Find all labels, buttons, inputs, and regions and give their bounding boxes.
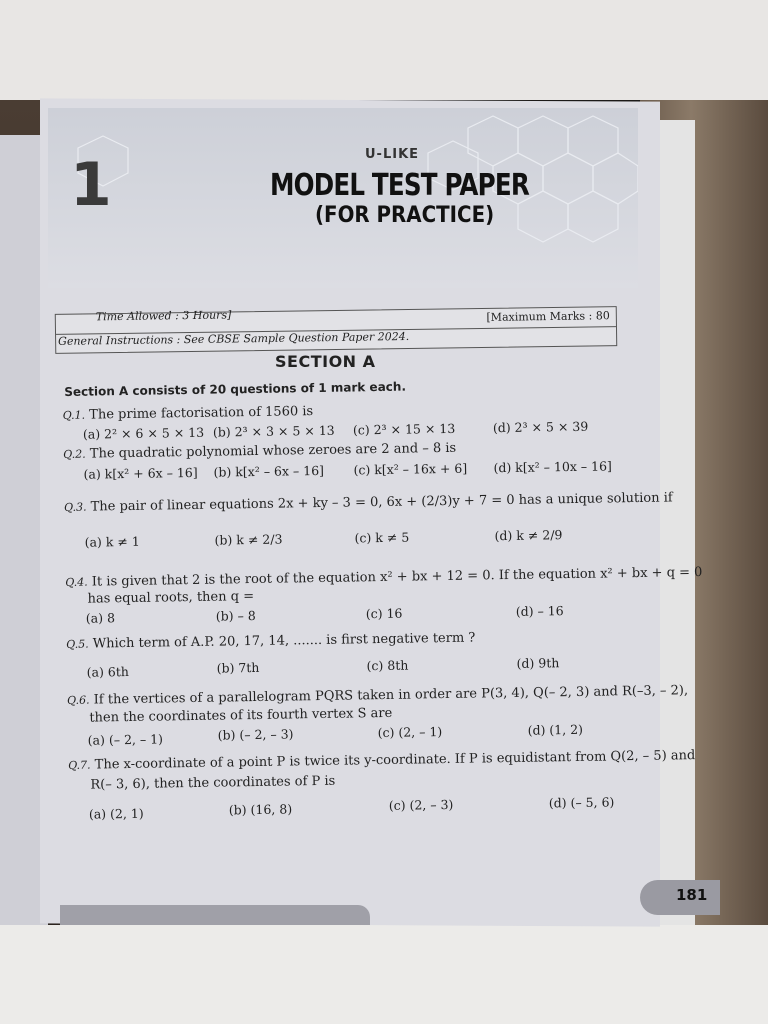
question-text-continued: then the coordinates of its fourth vertex S are	[89, 705, 393, 726]
option: (a) (2, 1)	[88, 805, 144, 822]
option: (a) k[x² + 6x – 16]	[83, 464, 198, 482]
option: (b) 2³ × 3 × 5 × 13	[212, 422, 335, 440]
page-subtitle: (FOR PRACTICE)	[315, 203, 495, 228]
option: (a) k ≠ 1	[84, 533, 140, 550]
question-body: If the vertices of a parallelogram PQRS taken in order are P(3, 4), Q(– 2, 3) and R(–3, – 2),	[93, 683, 689, 708]
option: (d) – 16	[515, 603, 564, 619]
option: (d) (1, 2)	[527, 721, 584, 738]
question-body: Which term of A.P. 20, 17, 14, ....... is first negative term ?	[92, 630, 476, 652]
question-text-continued: has equal roots, then q =	[87, 589, 255, 607]
question-body: The prime factorisation of 1560 is	[89, 404, 314, 423]
option: (d) 9th	[516, 655, 560, 671]
question-body: It is given that 2 is the root of the equation x² + bx + 12 = 0. If the equation x² + bx + q = 0	[91, 564, 703, 590]
time-allowed: Time Allowed : 3 Hours]	[95, 308, 232, 324]
question-number: Q.3.	[63, 500, 87, 514]
question-number: Q.1.	[62, 408, 86, 422]
question-body: The x-coordinate of a point P is twice its y-coordinate. If P is equidistant from Q(2, – 5) and	[94, 748, 696, 773]
question-text-continued: R(– 3, 6), then the coordinates of P is	[90, 773, 336, 793]
footer-strip	[60, 905, 370, 925]
section-title: SECTION A	[275, 352, 376, 371]
option: (c) 8th	[366, 657, 409, 674]
page-title: MODEL TEST PAPER	[270, 168, 529, 203]
option: (c) (2, – 1)	[377, 724, 443, 741]
option: (a) 6th	[86, 663, 130, 680]
option: (b) k[x² – 6x – 16]	[213, 462, 325, 480]
option: (d) 2³ × 5 × 39	[492, 418, 589, 436]
option: (d) (– 5, 6)	[548, 794, 615, 811]
question-number: Q.4.	[65, 575, 88, 589]
option: (a) (– 2, – 1)	[87, 731, 164, 748]
general-instructions: General Instructions : See CBSE Sample Question Paper 2024.	[58, 329, 410, 348]
option: (b) 7th	[216, 659, 260, 676]
question-number: Q.6.	[67, 693, 90, 707]
background-bottom	[0, 925, 768, 1024]
info-box	[55, 306, 618, 354]
option: (c) 2³ × 15 × 13	[352, 420, 456, 438]
page-number: 181	[676, 886, 708, 904]
question-number: Q.7.	[68, 758, 91, 772]
page-stack-edge	[655, 120, 695, 925]
option: (a) 2² × 6 × 5 × 13	[82, 424, 205, 442]
maximum-marks: [Maximum Marks : 80	[486, 309, 610, 324]
option: (c) k ≠ 5	[354, 529, 410, 546]
option: (d) k[x² – 10x – 16]	[493, 458, 612, 476]
option: (b) (16, 8)	[228, 801, 293, 818]
option: (b) (– 2, – 3)	[217, 726, 294, 743]
section-note: Section A consists of 20 questions of 1 mark each.	[64, 379, 407, 399]
question-body: The quadratic polynomial whose zeroes are 2 and – 8 is	[89, 440, 457, 462]
paper-number: 1	[70, 150, 112, 220]
question-body: The pair of linear equations 2x + ky – 3 = 0, 6x + (2/3)y + 7 = 0 has a unique solution if	[90, 490, 673, 515]
option: (a) 8	[85, 610, 116, 626]
question-number: Q.2.	[63, 447, 86, 461]
option: (c) 16	[365, 605, 403, 622]
option: (c) k[x² – 16x + 6]	[353, 460, 468, 478]
option: (b) k ≠ 2/3	[214, 531, 283, 548]
option: (d) k ≠ 2/9	[494, 527, 563, 544]
question-number: Q.5.	[66, 637, 89, 651]
option: (b) – 8	[215, 607, 256, 624]
brand-label: U-LIKE	[365, 147, 420, 162]
background-top	[0, 0, 768, 100]
option: (c) (2, – 3)	[388, 796, 454, 813]
